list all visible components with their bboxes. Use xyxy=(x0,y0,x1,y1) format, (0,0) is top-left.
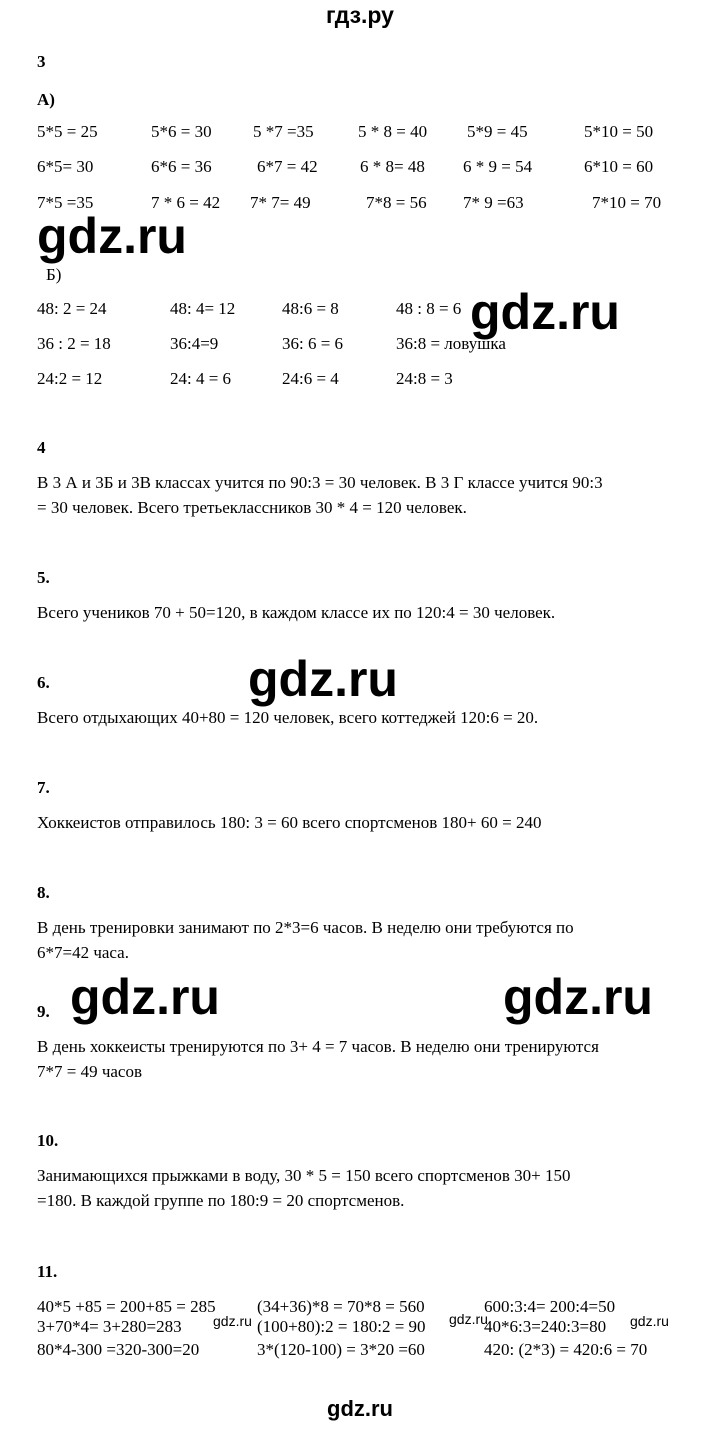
table-cell: 5*9 = 45 xyxy=(467,122,528,141)
exercise-10-number: 10. xyxy=(37,1131,59,1150)
watermark: gdz.ru xyxy=(70,969,220,1025)
table-cell: 5 * 8 = 40 xyxy=(358,122,428,141)
exercise-9-text-line-1: В день хоккеисты тренируются по 3+ 4 = 7 часов. В неделю они тренируются xyxy=(37,1037,599,1056)
exercise-5-number: 5. xyxy=(37,568,50,587)
exercise-4-number: 4 xyxy=(37,438,46,457)
exercise-4-text-line-2: = 30 человек. Всего третьеклассников 30 * 4 = 120 человек. xyxy=(37,498,467,517)
table-cell: 6*10 = 60 xyxy=(584,157,654,176)
exercise-9-text-line-2: 7*7 = 49 часов xyxy=(37,1062,143,1081)
table-cell: 6 * 9 = 54 xyxy=(463,157,533,176)
site-title: гдз.ру xyxy=(326,2,394,28)
exercise-5-text: Всего учеников 70 + 50=120, в каждом классе их по 120:4 = 30 человек. xyxy=(37,603,556,622)
exercise-3-part-a-label: А) xyxy=(37,90,55,109)
table-cell: 7*5 =35 xyxy=(37,193,94,212)
watermark: gdz.ru xyxy=(630,1313,669,1329)
table-cell: 40*5 +85 = 200+85 = 285 xyxy=(37,1297,216,1316)
table-cell: 420: (2*3) = 420:6 = 70 xyxy=(484,1340,648,1359)
table-cell: 80*4-300 =320-300=20 xyxy=(37,1340,200,1359)
exercise-8-number: 8. xyxy=(37,883,50,902)
table-cell: 6 * 8= 48 xyxy=(360,157,425,176)
watermark: gdz.ru xyxy=(213,1313,252,1329)
table-cell: 600:3:4= 200:4=50 xyxy=(484,1297,616,1316)
exercise-8-text-line-2: 6*7=42 часа. xyxy=(37,943,129,962)
watermark: gdz.ru xyxy=(327,1396,393,1421)
table-cell: 36 : 2 = 18 xyxy=(37,334,111,353)
exercise-10-text-line-2: =180. В каждой группе по 180:9 = 20 спортсменов. xyxy=(37,1191,405,1210)
exercise-6-text: Всего отдыхающих 40+80 = 120 человек, всего коттеджей 120:6 = 20. xyxy=(37,708,539,727)
exercise-6-number: 6. xyxy=(37,673,50,692)
table-cell: (100+80):2 = 180:2 = 90 xyxy=(257,1317,426,1336)
watermark: gdz.ru xyxy=(503,969,653,1025)
table-cell: 3*(120-100) = 3*20 =60 xyxy=(257,1340,425,1359)
watermark: gdz.ru xyxy=(470,284,620,340)
watermark: gdz.ru xyxy=(248,651,398,707)
table-cell: 24: 4 = 6 xyxy=(170,369,232,388)
table-cell: 7* 9 =63 xyxy=(463,193,524,212)
table-cell: (34+36)*8 = 70*8 = 560 xyxy=(257,1297,425,1316)
table-cell: 6*6 = 36 xyxy=(151,157,212,176)
table-cell: 24:8 = 3 xyxy=(396,369,453,388)
table-cell: 5*6 = 30 xyxy=(151,122,212,141)
table-cell: 40*6:3=240:3=80 xyxy=(484,1317,607,1336)
table-cell: 6*7 = 42 xyxy=(257,157,318,176)
table-cell: 48:6 = 8 xyxy=(282,299,339,318)
table-cell: 5*5 = 25 xyxy=(37,122,98,141)
table-cell: 7* 7= 49 xyxy=(250,193,311,212)
table-cell: 5*10 = 50 xyxy=(584,122,654,141)
table-cell: 6*5= 30 xyxy=(37,157,94,176)
table-cell: 24:2 = 12 xyxy=(37,369,103,388)
table-cell: 36: 6 = 6 xyxy=(282,334,344,353)
exercise-10-text-line-1: Занимающихся прыжками в воду, 30 * 5 = 150 всего спортсменов 30+ 150 xyxy=(37,1166,571,1185)
table-cell: 48: 2 = 24 xyxy=(37,299,107,318)
table-cell: 7 * 6 = 42 xyxy=(151,193,221,212)
table-cell: 36:8 = ловушка xyxy=(396,334,506,353)
exercise-8-text-line-1: В день тренировки занимают по 2*3=6 часов. В неделю они требуются по xyxy=(37,918,574,937)
table-cell: 7*8 = 56 xyxy=(366,193,427,212)
exercise-7-number: 7. xyxy=(37,778,50,797)
exercise-11-number: 11. xyxy=(37,1262,58,1281)
exercise-3-number: 3 xyxy=(37,52,46,71)
watermark: gdz.ru xyxy=(37,208,187,264)
table-cell: 3+70*4= 3+280=283 xyxy=(37,1317,182,1336)
exercise-4-text-line-1: В 3 А и 3Б и 3В классах учится по 90:3 = 30 человек. В 3 Г классе учится 90:3 xyxy=(37,473,603,492)
table-cell: 48 : 8 = 6 xyxy=(396,299,462,318)
exercise-3-part-b-label: Б) xyxy=(46,265,62,284)
table-cell: 7*10 = 70 xyxy=(592,193,662,212)
table-cell: 36:4=9 xyxy=(170,334,219,353)
table-cell: 5 *7 =35 xyxy=(253,122,314,141)
exercise-7-text: Хоккеистов отправилось 180: 3 = 60 всего спортсменов 180+ 60 = 240 xyxy=(37,813,542,832)
table-cell: 24:6 = 4 xyxy=(282,369,339,388)
table-cell: 48: 4= 12 xyxy=(170,299,236,318)
exercise-9-number: 9. xyxy=(37,1002,50,1021)
watermark: gdz.ru xyxy=(449,1311,488,1327)
